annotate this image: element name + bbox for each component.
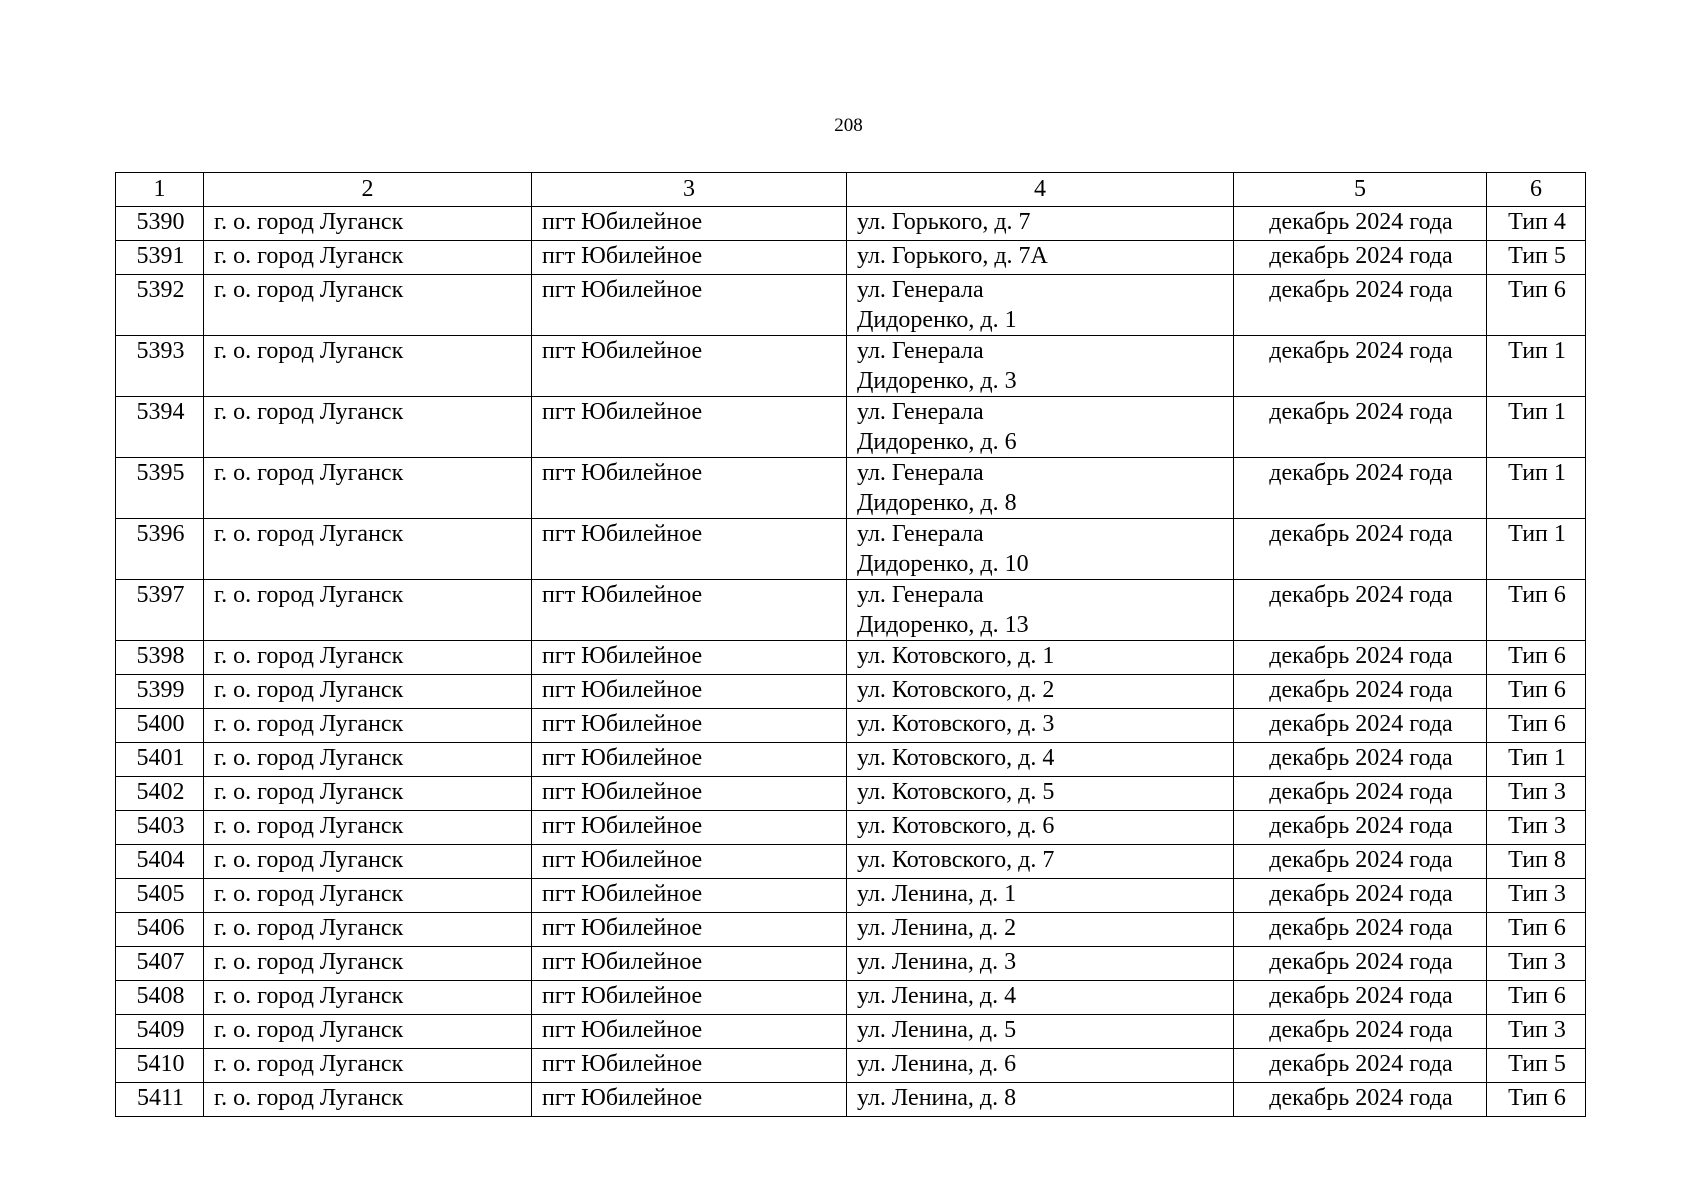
settlement-cell: пгт Юбилейное (532, 675, 847, 709)
address-line-1: ул. Генерала (857, 521, 984, 547)
address-line-1: ул. Котовского, д. 3 (857, 711, 1055, 737)
row-number: 5390 (116, 207, 204, 241)
settlement-cell: пгт Юбилейное (532, 709, 847, 743)
table-row (116, 913, 1586, 947)
column-header-3: 3 (532, 173, 847, 207)
district-cell: г. о. город Луганск (204, 519, 532, 580)
district-cell: г. о. город Луганск (204, 275, 532, 336)
date-cell: декабрь 2024 года (1234, 1015, 1487, 1049)
date-cell: декабрь 2024 года (1234, 913, 1487, 947)
address-line-1: ул. Ленина, д. 3 (857, 949, 1017, 975)
district-cell: г. о. город Луганск (204, 913, 532, 947)
table-row (116, 1083, 1586, 1117)
table-row (116, 1015, 1586, 1049)
table-row (116, 947, 1586, 981)
table-row (116, 811, 1586, 845)
address-registry-table (115, 172, 1586, 1117)
address-line-1: ул. Генерала (857, 399, 984, 425)
settlement-cell: пгт Юбилейное (532, 241, 847, 275)
table-row (116, 207, 1586, 241)
address-line-1: ул. Горького, д. 7 (857, 209, 1031, 235)
address-line-1: ул. Ленина, д. 4 (857, 983, 1017, 1009)
address-cell (847, 709, 1234, 743)
address-cell (847, 519, 1234, 580)
type-cell: Тип 8 (1487, 845, 1586, 879)
address-line-1: ул. Генерала (857, 460, 984, 486)
table-row (116, 241, 1586, 275)
address-cell (847, 207, 1234, 241)
district-cell: г. о. город Луганск (204, 879, 532, 913)
type-cell: Тип 1 (1487, 397, 1586, 458)
column-header-1: 1 (116, 173, 204, 207)
type-cell: Тип 6 (1487, 275, 1586, 336)
row-number: 5400 (116, 709, 204, 743)
address-line-1: ул. Котовского, д. 7 (857, 847, 1055, 873)
address-cell (847, 981, 1234, 1015)
address-line-1: ул. Ленина, д. 6 (857, 1051, 1017, 1077)
type-cell: Тип 1 (1487, 458, 1586, 519)
settlement-cell: пгт Юбилейное (532, 207, 847, 241)
date-cell: декабрь 2024 года (1234, 207, 1487, 241)
row-number: 5404 (116, 845, 204, 879)
district-cell: г. о. город Луганск (204, 981, 532, 1015)
type-cell: Тип 6 (1487, 1083, 1586, 1117)
date-cell: декабрь 2024 года (1234, 743, 1487, 777)
settlement-cell: пгт Юбилейное (532, 275, 847, 336)
date-cell: декабрь 2024 года (1234, 675, 1487, 709)
table-row (116, 275, 1586, 336)
table-row (116, 879, 1586, 913)
date-cell: декабрь 2024 года (1234, 981, 1487, 1015)
settlement-cell: пгт Юбилейное (532, 580, 847, 641)
type-cell: Тип 6 (1487, 641, 1586, 675)
address-cell (847, 1015, 1234, 1049)
type-cell: Тип 3 (1487, 777, 1586, 811)
district-cell: г. о. город Луганск (204, 1049, 532, 1083)
settlement-cell: пгт Юбилейное (532, 397, 847, 458)
type-cell: Тип 1 (1487, 743, 1586, 777)
type-cell: Тип 6 (1487, 580, 1586, 641)
row-number: 5392 (116, 275, 204, 336)
row-number: 5391 (116, 241, 204, 275)
date-cell: декабрь 2024 года (1234, 580, 1487, 641)
table-row (116, 458, 1586, 519)
table-row (116, 519, 1586, 580)
row-number: 5399 (116, 675, 204, 709)
date-cell: декабрь 2024 года (1234, 275, 1487, 336)
row-number: 5396 (116, 519, 204, 580)
type-cell: Тип 6 (1487, 675, 1586, 709)
row-number: 5401 (116, 743, 204, 777)
district-cell: г. о. город Луганск (204, 709, 532, 743)
address-line-1: ул. Котовского, д. 4 (857, 745, 1055, 771)
page-number: 208 (834, 115, 863, 136)
address-line-1: ул. Ленина, д. 2 (857, 915, 1017, 941)
address-line-2: Дидоренко, д. 1 (857, 307, 1017, 333)
row-number: 5403 (116, 811, 204, 845)
date-cell: декабрь 2024 года (1234, 845, 1487, 879)
address-line-1: ул. Горького, д. 7А (857, 243, 1048, 269)
settlement-cell: пгт Юбилейное (532, 458, 847, 519)
type-cell: Тип 6 (1487, 709, 1586, 743)
district-cell: г. о. город Луганск (204, 336, 532, 397)
address-cell (847, 675, 1234, 709)
address-cell (847, 845, 1234, 879)
table-row (116, 675, 1586, 709)
date-cell: декабрь 2024 года (1234, 879, 1487, 913)
address-cell (847, 397, 1234, 458)
row-number: 5407 (116, 947, 204, 981)
settlement-cell: пгт Юбилейное (532, 1083, 847, 1117)
address-cell (847, 743, 1234, 777)
table-row (116, 336, 1586, 397)
address-cell (847, 1049, 1234, 1083)
address-line-2: Дидоренко, д. 3 (857, 368, 1017, 394)
district-cell: г. о. город Луганск (204, 397, 532, 458)
address-cell (847, 777, 1234, 811)
date-cell: декабрь 2024 года (1234, 458, 1487, 519)
district-cell: г. о. город Луганск (204, 1083, 532, 1117)
address-line-1: ул. Ленина, д. 8 (857, 1085, 1017, 1111)
date-cell: декабрь 2024 года (1234, 519, 1487, 580)
district-cell: г. о. город Луганск (204, 641, 532, 675)
row-number: 5405 (116, 879, 204, 913)
row-number: 5409 (116, 1015, 204, 1049)
district-cell: г. о. город Луганск (204, 241, 532, 275)
column-header-2: 2 (204, 173, 532, 207)
type-cell: Тип 3 (1487, 947, 1586, 981)
address-line-2: Дидоренко, д. 10 (857, 551, 1029, 577)
address-line-2: Дидоренко, д. 6 (857, 429, 1017, 455)
address-cell (847, 580, 1234, 641)
settlement-cell: пгт Юбилейное (532, 336, 847, 397)
table-row (116, 845, 1586, 879)
table-body (116, 207, 1586, 1117)
row-number: 5398 (116, 641, 204, 675)
table-row (116, 709, 1586, 743)
type-cell: Тип 6 (1487, 981, 1586, 1015)
settlement-cell: пгт Юбилейное (532, 777, 847, 811)
type-cell: Тип 5 (1487, 241, 1586, 275)
address-line-1: ул. Котовского, д. 2 (857, 677, 1055, 703)
type-cell: Тип 1 (1487, 336, 1586, 397)
type-cell: Тип 3 (1487, 811, 1586, 845)
date-cell: декабрь 2024 года (1234, 641, 1487, 675)
district-cell: г. о. город Луганск (204, 777, 532, 811)
row-number: 5402 (116, 777, 204, 811)
address-line-1: ул. Генерала (857, 338, 984, 364)
date-cell: декабрь 2024 года (1234, 397, 1487, 458)
settlement-cell: пгт Юбилейное (532, 641, 847, 675)
settlement-cell: пгт Юбилейное (532, 1015, 847, 1049)
type-cell: Тип 6 (1487, 913, 1586, 947)
table-header (116, 173, 1586, 207)
settlement-cell: пгт Юбилейное (532, 947, 847, 981)
address-cell (847, 241, 1234, 275)
address-line-1: ул. Котовского, д. 1 (857, 643, 1055, 669)
table-row (116, 1049, 1586, 1083)
address-cell (847, 913, 1234, 947)
district-cell: г. о. город Луганск (204, 580, 532, 641)
settlement-cell: пгт Юбилейное (532, 981, 847, 1015)
address-cell (847, 947, 1234, 981)
date-cell: декабрь 2024 года (1234, 336, 1487, 397)
row-number: 5394 (116, 397, 204, 458)
row-number: 5408 (116, 981, 204, 1015)
type-cell: Тип 3 (1487, 879, 1586, 913)
settlement-cell: пгт Юбилейное (532, 1049, 847, 1083)
column-header-4: 4 (847, 173, 1234, 207)
row-number: 5393 (116, 336, 204, 397)
table-row (116, 981, 1586, 1015)
row-number: 5406 (116, 913, 204, 947)
table-row (116, 743, 1586, 777)
settlement-cell: пгт Юбилейное (532, 811, 847, 845)
address-line-1: ул. Генерала (857, 277, 984, 303)
table-row (116, 777, 1586, 811)
column-header-6: 6 (1487, 173, 1586, 207)
date-cell: декабрь 2024 года (1234, 947, 1487, 981)
settlement-cell: пгт Юбилейное (532, 845, 847, 879)
row-number: 5411 (116, 1083, 204, 1117)
header-row (116, 173, 1586, 207)
address-line-2: Дидоренко, д. 8 (857, 490, 1017, 516)
date-cell: декабрь 2024 года (1234, 811, 1487, 845)
address-line-1: ул. Генерала (857, 582, 984, 608)
address-line-2: Дидоренко, д. 13 (857, 612, 1029, 638)
address-cell (847, 641, 1234, 675)
table-row (116, 397, 1586, 458)
settlement-cell: пгт Юбилейное (532, 519, 847, 580)
district-cell: г. о. город Луганск (204, 743, 532, 777)
settlement-cell: пгт Юбилейное (532, 879, 847, 913)
address-cell (847, 275, 1234, 336)
type-cell: Тип 1 (1487, 519, 1586, 580)
address-cell (847, 458, 1234, 519)
district-cell: г. о. город Луганск (204, 1015, 532, 1049)
address-cell (847, 879, 1234, 913)
district-cell: г. о. город Луганск (204, 458, 532, 519)
address-cell (847, 336, 1234, 397)
date-cell: декабрь 2024 года (1234, 1083, 1487, 1117)
date-cell: декабрь 2024 года (1234, 709, 1487, 743)
address-cell (847, 1083, 1234, 1117)
date-cell: декабрь 2024 года (1234, 241, 1487, 275)
address-line-1: ул. Котовского, д. 6 (857, 813, 1055, 839)
district-cell: г. о. город Луганск (204, 675, 532, 709)
table-row (116, 641, 1586, 675)
date-cell: декабрь 2024 года (1234, 777, 1487, 811)
date-cell: декабрь 2024 года (1234, 1049, 1487, 1083)
district-cell: г. о. город Луганск (204, 811, 532, 845)
column-header-5: 5 (1234, 173, 1487, 207)
row-number: 5397 (116, 580, 204, 641)
district-cell: г. о. город Луганск (204, 845, 532, 879)
settlement-cell: пгт Юбилейное (532, 913, 847, 947)
address-line-1: ул. Ленина, д. 5 (857, 1017, 1017, 1043)
settlement-cell: пгт Юбилейное (532, 743, 847, 777)
row-number: 5395 (116, 458, 204, 519)
row-number: 5410 (116, 1049, 204, 1083)
type-cell: Тип 3 (1487, 1015, 1586, 1049)
type-cell: Тип 4 (1487, 207, 1586, 241)
address-cell (847, 811, 1234, 845)
district-cell: г. о. город Луганск (204, 947, 532, 981)
address-line-1: ул. Котовского, д. 5 (857, 779, 1055, 805)
type-cell: Тип 5 (1487, 1049, 1586, 1083)
district-cell: г. о. город Луганск (204, 207, 532, 241)
table-row (116, 580, 1586, 641)
address-line-1: ул. Ленина, д. 1 (857, 881, 1017, 907)
